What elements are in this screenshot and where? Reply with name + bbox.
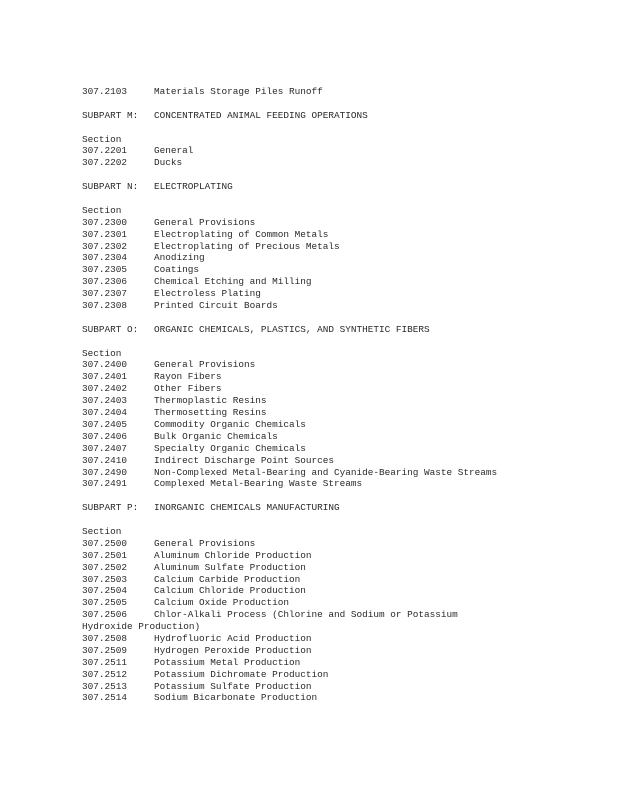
section-title: Potassium Dichromate Production	[154, 668, 329, 680]
section-number: 307.2511	[82, 656, 128, 668]
section-title: Thermosetting Resins	[154, 407, 267, 419]
section-title: Electroplating of Common Metals	[154, 228, 329, 240]
section-title: Bulk Organic Chemicals	[154, 430, 278, 442]
section-entry	[82, 633, 602, 645]
section-title: Potassium Sulfate Production	[154, 680, 312, 692]
section-entry	[82, 609, 602, 621]
section-title: Calcium Carbide Production	[154, 573, 301, 585]
section-entry	[82, 371, 602, 383]
section-number: 307.2500	[82, 537, 128, 549]
section-number: 307.2407	[82, 442, 128, 454]
section-heading: Section	[82, 525, 122, 537]
section-number: 307.2512	[82, 668, 128, 680]
section-title: Printed Circuit Boards	[154, 300, 278, 312]
section-title: Aluminum Sulfate Production	[154, 561, 306, 573]
section-title: Indirect Discharge Point Sources	[154, 454, 335, 466]
section-number: 307.2103	[82, 86, 128, 97]
section-number: 307.2300	[82, 216, 128, 228]
section-entry	[82, 383, 602, 395]
section-number: 307.2513	[82, 680, 128, 692]
section-title: Calcium Oxide Production	[154, 597, 290, 609]
section-heading: Section	[82, 133, 122, 145]
blank-line	[82, 514, 602, 526]
section-entry	[82, 692, 602, 704]
section-number: 307.2501	[82, 549, 128, 561]
subpart-heading	[82, 324, 602, 336]
subpart-heading	[82, 110, 602, 122]
section-entry	[82, 145, 602, 157]
document-page	[82, 86, 602, 704]
blank-line	[82, 490, 602, 502]
section-number: 307.2404	[82, 407, 128, 419]
section-number: 307.2406	[82, 430, 128, 442]
section-title: Rayon Fibers	[154, 371, 222, 383]
section-entry	[82, 407, 602, 419]
section-number: 307.2514	[82, 692, 128, 704]
section-entry	[82, 550, 602, 562]
subpart-title: CONCENTRATED ANIMAL FEEDING OPERATIONS	[154, 109, 368, 121]
section-title: Aluminum Chloride Production	[154, 549, 312, 561]
section-title: Hydrogen Peroxide Production	[154, 644, 312, 656]
section-title: Commodity Organic Chemicals	[154, 418, 306, 430]
section-number: 307.2403	[82, 395, 128, 407]
section-heading: Section	[82, 347, 122, 359]
subpart-title: INORGANIC CHEMICALS MANUFACTURING	[154, 502, 340, 514]
section-entry	[82, 241, 602, 253]
section-entry	[82, 264, 602, 276]
section-title-continuation: Hydroxide Production)	[82, 621, 201, 633]
section-title: Ducks	[154, 157, 183, 169]
blank-line	[82, 98, 602, 110]
section-title: Electroplating of Precious Metals	[154, 240, 340, 252]
section-entry	[82, 300, 602, 312]
section-title: Specialty Organic Chemicals	[154, 442, 306, 454]
section-heading: Section	[82, 204, 122, 216]
section-title: Coatings	[154, 264, 200, 276]
section-entry	[82, 443, 602, 455]
section-number: 307.2405	[82, 418, 128, 430]
subpart-title: ORGANIC CHEMICALS, PLASTICS, AND SYNTHETIC FIBERS	[154, 323, 430, 335]
section-title: Sodium Bicarbonate Production	[154, 692, 318, 704]
section-entry	[82, 86, 602, 98]
section-number: 307.2509	[82, 644, 128, 656]
section-number: 307.2304	[82, 252, 128, 264]
section-number: 307.2505	[82, 597, 128, 609]
section-entry	[82, 431, 602, 443]
section-entry	[82, 645, 602, 657]
section-number: 307.2502	[82, 561, 128, 573]
section-number: 307.2307	[82, 288, 128, 300]
blank-line	[82, 193, 602, 205]
blank-line	[82, 312, 602, 324]
section-entry	[82, 478, 602, 490]
section-entry	[82, 252, 602, 264]
section-title: Other Fibers	[154, 383, 222, 395]
section-title: Materials Storage Piles Runoff	[154, 86, 323, 97]
subpart-heading	[82, 181, 602, 193]
section-entry	[82, 359, 602, 371]
section-entry	[82, 229, 602, 241]
section-number: 307.2302	[82, 240, 128, 252]
section-number: 307.2508	[82, 632, 128, 644]
section-number: 307.2503	[82, 573, 128, 585]
subpart-title: ELECTROPLATING	[154, 181, 233, 193]
subpart-label: SUBPART P:	[82, 502, 139, 514]
section-number: 307.2401	[82, 371, 128, 383]
section-number: 307.2400	[82, 359, 128, 371]
section-number: 307.2402	[82, 383, 128, 395]
section-entry	[82, 562, 602, 574]
blank-line	[82, 336, 602, 348]
section-title: Thermoplastic Resins	[154, 395, 267, 407]
section-entry	[82, 681, 602, 693]
section-entry	[82, 467, 602, 479]
subpart-label: SUBPART M:	[82, 109, 139, 121]
section-title: General Provisions	[154, 537, 256, 549]
section-number: 307.2410	[82, 454, 128, 466]
section-entry	[82, 419, 602, 431]
blank-line	[82, 122, 602, 134]
section-entry	[82, 574, 602, 586]
section-number: 307.2305	[82, 264, 128, 276]
section-entry	[82, 585, 602, 597]
section-title: Hydrofluoric Acid Production	[154, 632, 312, 644]
section-entry	[82, 276, 602, 288]
section-number: 307.2306	[82, 276, 128, 288]
section-entry	[82, 157, 602, 169]
section-entry	[82, 217, 602, 229]
section-number: 307.2201	[82, 145, 128, 157]
section-title: Chemical Etching and Milling	[154, 276, 312, 288]
section-title: Complexed Metal-Bearing Waste Streams	[154, 478, 363, 490]
section-number: 307.2491	[82, 478, 128, 490]
subpart-label: SUBPART N:	[82, 181, 139, 193]
section-entry	[82, 538, 602, 550]
section-title: Calcium Chloride Production	[154, 585, 306, 597]
section-title: General Provisions	[154, 216, 256, 228]
subpart-label: SUBPART O:	[82, 323, 139, 335]
section-title: Electroless Plating	[154, 288, 261, 300]
section-entry	[82, 669, 602, 681]
section-number: 307.2504	[82, 585, 128, 597]
section-entry	[82, 657, 602, 669]
section-title: Chlor-Alkali Process (Chlorine and Sodium or Potassium	[154, 609, 458, 621]
section-number: 307.2202	[82, 157, 128, 169]
blank-line	[82, 169, 602, 181]
section-title: Potassium Metal Production	[154, 656, 301, 668]
section-number: 307.2506	[82, 609, 128, 621]
section-number: 307.2308	[82, 300, 128, 312]
section-title: General Provisions	[154, 359, 256, 371]
section-entry	[82, 597, 602, 609]
section-title: Anodizing	[154, 252, 205, 264]
section-entry	[82, 288, 602, 300]
section-title: Non-Complexed Metal-Bearing and Cyanide-Bearing Waste Streams	[154, 466, 498, 478]
section-entry	[82, 455, 602, 467]
section-number: 307.2490	[82, 466, 128, 478]
section-number: 307.2301	[82, 228, 128, 240]
subpart-heading	[82, 502, 602, 514]
section-title: General	[154, 145, 194, 157]
section-entry	[82, 395, 602, 407]
